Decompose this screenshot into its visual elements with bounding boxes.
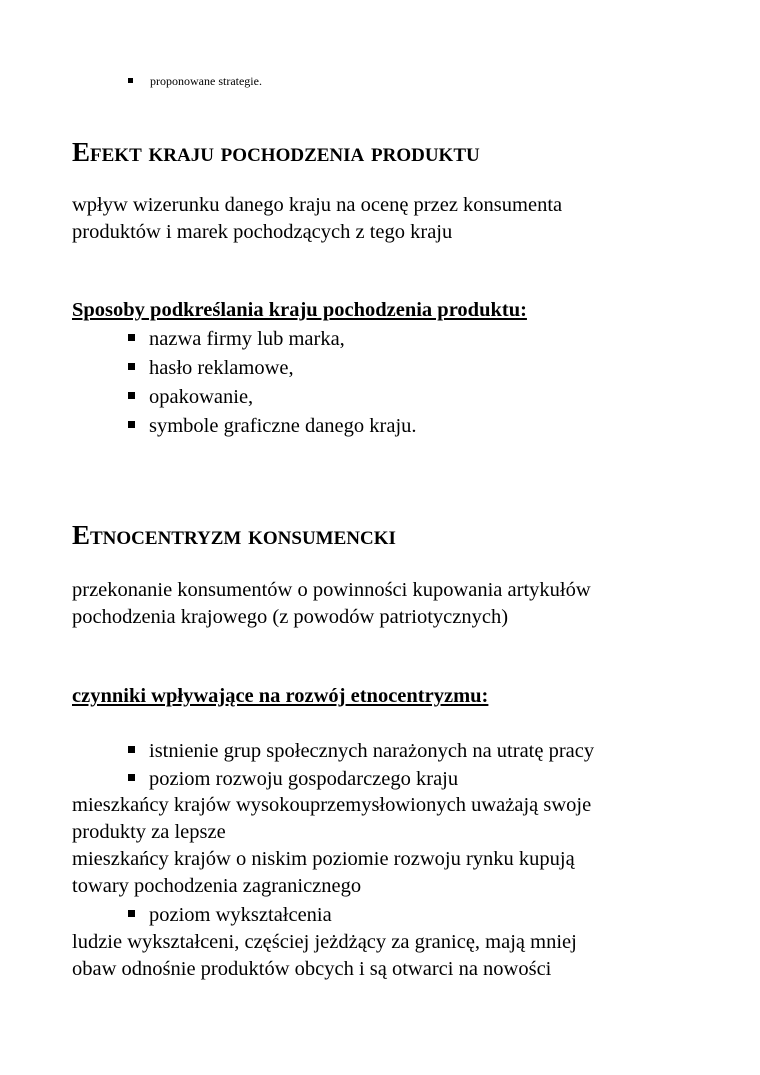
list-item-text: nazwa firmy lub marka,: [149, 328, 345, 350]
bullet-square-icon: [128, 363, 135, 370]
bullet-square-icon: [128, 421, 135, 428]
bullet-square-icon: [128, 78, 133, 83]
list-item-text: proponowane strategie.: [150, 74, 262, 88]
text-line: wpływ wizerunku danego kraju na ocenę przez konsumenta: [72, 194, 563, 216]
section-heading-ethnocentrism: Etnocentryzm konsumencki: [72, 520, 396, 550]
definition-paragraph: [72, 192, 720, 246]
list-item: [128, 413, 417, 440]
list-item: [128, 326, 345, 353]
subheading-ways: Sposoby podkreślania kraju pochodzenia produktu:: [72, 299, 527, 321]
section-heading-country-of-origin: Efekt kraju pochodzenia produktu: [72, 137, 480, 167]
list-item-text: poziom rozwoju gospodarczego kraju: [149, 768, 459, 790]
list-item-text: opakowanie,: [149, 386, 254, 408]
bullet-square-icon: [128, 392, 135, 399]
list-item: [128, 74, 262, 89]
list-item: [128, 738, 594, 765]
list-item-text: symbole graficzne danego kraju.: [149, 415, 417, 437]
bullet-square-icon: [128, 910, 135, 917]
list-item-text: poziom wykształcenia: [149, 904, 332, 926]
bullet-square-icon: [128, 746, 135, 753]
bullet-square-icon: [128, 774, 135, 781]
education-notes: [72, 929, 720, 983]
list-item: [128, 355, 294, 382]
economic-notes: [72, 792, 720, 900]
text-line: produktów i marek pochodzących z tego kraju: [72, 221, 453, 243]
definition-paragraph: [72, 577, 720, 631]
list-item-text: hasło reklamowe,: [149, 357, 294, 379]
text-line: pochodzenia krajowego (z powodów patriotycznych): [72, 606, 509, 628]
text-line: mieszkańcy krajów wysokouprzemysłowionych uważają swoje: [72, 794, 592, 816]
list-item-text: istnienie grup społecznych narażonych na utratę pracy: [149, 740, 595, 762]
text-line: towary pochodzenia zagranicznego: [72, 875, 362, 897]
text-line: obaw odnośnie produktów obcych i są otwarci na nowości: [72, 958, 552, 980]
text-line: ludzie wykształceni, częściej jeżdżący za granicę, mają mniej: [72, 931, 577, 953]
bullet-square-icon: [128, 334, 135, 341]
text-line: mieszkańcy krajów o niskim poziomie rozwoju rynku kupują: [72, 848, 575, 870]
subheading-factors: czynniki wpływające na rozwój etnocentryzmu:: [72, 685, 489, 707]
list-item: [128, 384, 253, 411]
text-line: produkty za lepsze: [72, 821, 226, 843]
list-item: [128, 766, 458, 793]
list-item: [128, 902, 332, 929]
text-line: przekonanie konsumentów o powinności kupowania artykułów: [72, 579, 591, 601]
